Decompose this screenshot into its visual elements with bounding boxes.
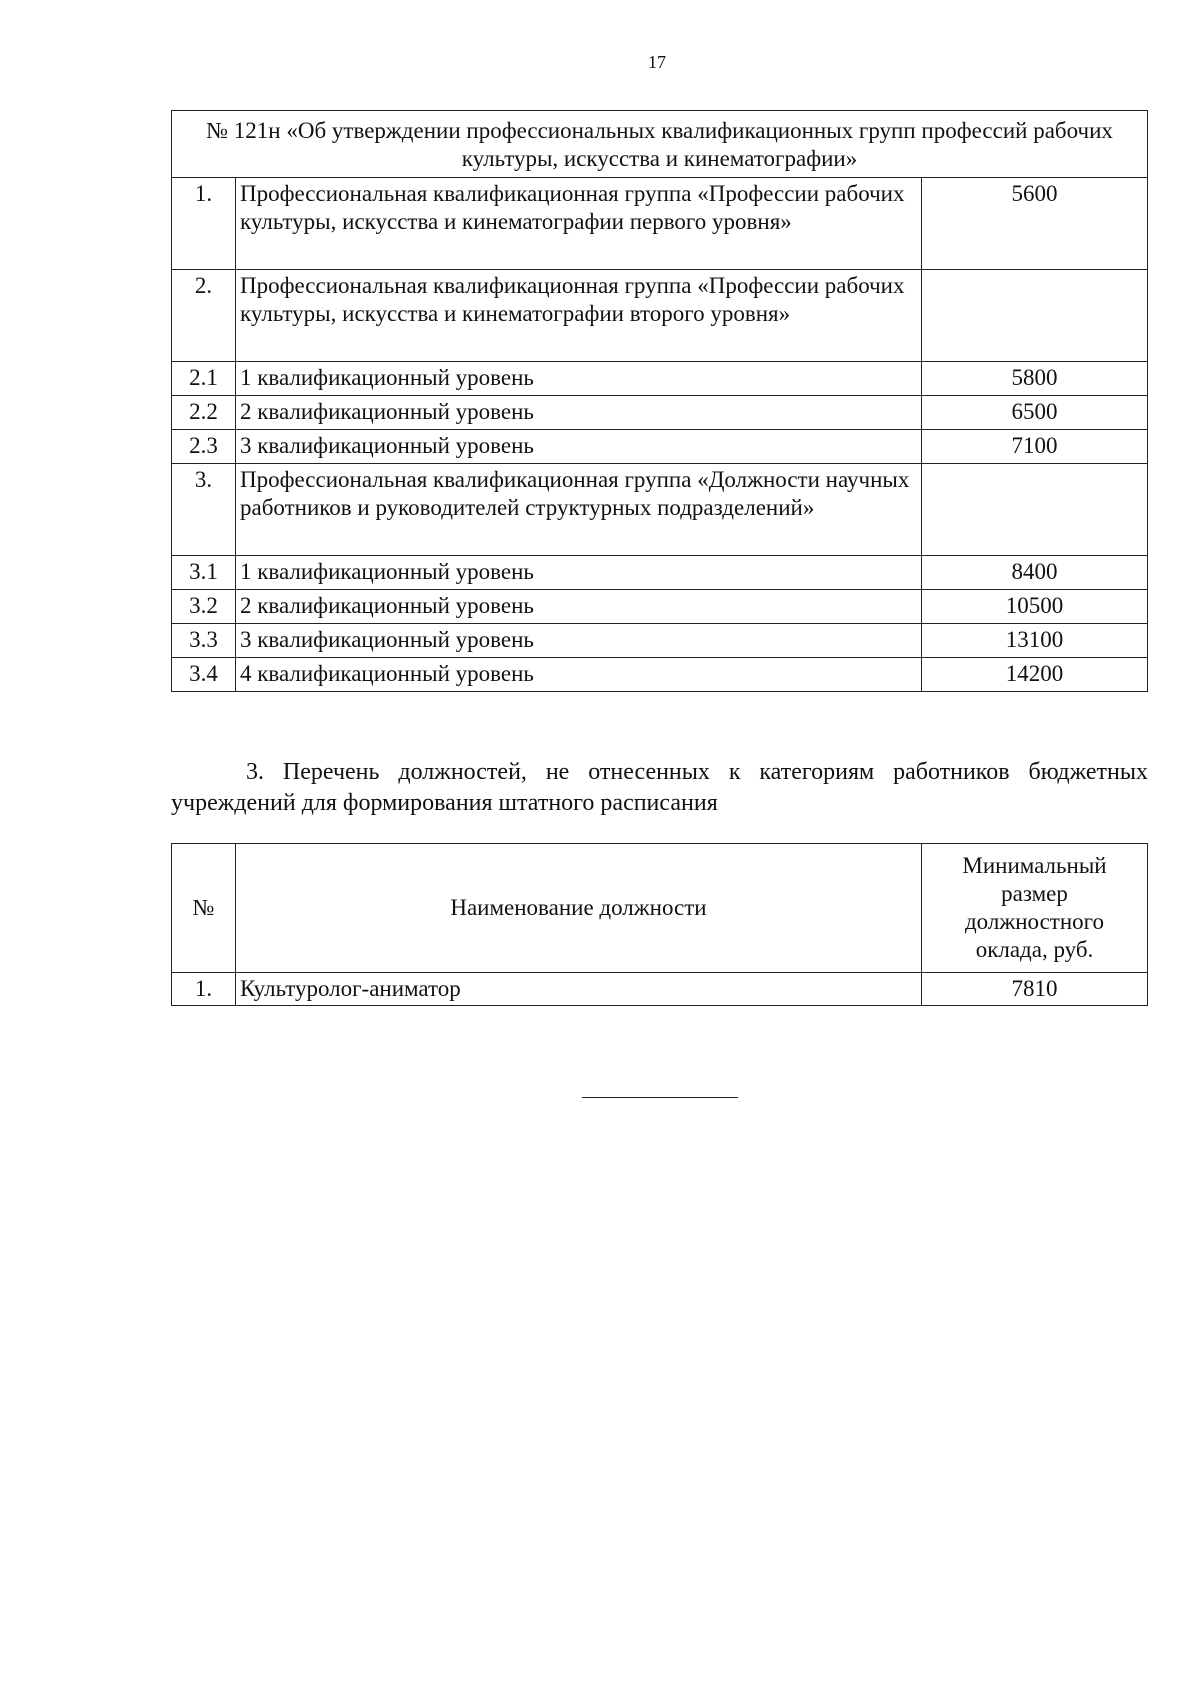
row-number: 3.1 — [172, 556, 236, 590]
table-row — [172, 270, 1148, 362]
row-value: 14200 — [921, 658, 1147, 692]
table-row — [172, 624, 1148, 658]
row-value: 13100 — [921, 624, 1147, 658]
table-row — [172, 362, 1148, 396]
row-number: 1. — [172, 178, 236, 270]
row-value: 7810 — [922, 973, 1148, 1006]
table-row — [172, 973, 1148, 1006]
row-name: 1 квалификационный уровень — [236, 362, 922, 396]
row-value: 10500 — [921, 590, 1147, 624]
row-value: 5800 — [921, 362, 1147, 396]
row-number: 2. — [172, 270, 236, 362]
table-row — [172, 464, 1148, 556]
section-heading: 3. Перечень должностей, не отнесенных к категориям работников бюджетных учреждений для формирования штатного расписания — [171, 759, 1148, 816]
row-number: 3.3 — [172, 624, 236, 658]
row-number: 3.2 — [172, 590, 236, 624]
table-caption: № 121н «Об утверждении профессиональных квалификационных групп профессий рабочих культуры, искусства и кинематографии» — [172, 111, 1148, 178]
table-row — [172, 178, 1148, 270]
row-number: 1. — [172, 973, 236, 1006]
table-row — [172, 658, 1148, 692]
row-value: 6500 — [921, 396, 1147, 430]
row-value: 5600 — [921, 178, 1147, 270]
table-row — [172, 430, 1148, 464]
row-number: 2.1 — [172, 362, 236, 396]
end-divider — [582, 1097, 738, 1098]
header-number: № — [172, 844, 236, 973]
table-row — [172, 396, 1148, 430]
row-number: 2.2 — [172, 396, 236, 430]
row-value: 7100 — [921, 430, 1147, 464]
header-min-salary: Минимальный размер должностного оклада, руб. — [922, 844, 1148, 973]
row-value — [921, 270, 1147, 362]
row-number: 3.4 — [172, 658, 236, 692]
row-name: Культуролог-аниматор — [236, 973, 922, 1006]
qualification-groups-table — [171, 110, 1148, 692]
row-number: 3. — [172, 464, 236, 556]
positions-table — [171, 843, 1148, 1006]
row-name: 2 квалификационный уровень — [236, 590, 922, 624]
table-row — [172, 556, 1148, 590]
row-number: 2.3 — [172, 430, 236, 464]
row-name: 3 квалификационный уровень — [236, 430, 922, 464]
row-name: 3 квалификационный уровень — [236, 624, 922, 658]
row-name: Профессиональная квалификационная группа «Профессии рабочих культуры, искусства и кинематографии первого уровня» — [236, 178, 922, 270]
page-number: 17 — [648, 52, 666, 72]
header-position-name: Наименование должности — [236, 844, 922, 973]
row-value: 8400 — [921, 556, 1147, 590]
row-value — [921, 464, 1147, 556]
row-name: Профессиональная квалификационная группа «Профессии рабочих культуры, искусства и кинематографии второго уровня» — [236, 270, 922, 362]
row-name: Профессиональная квалификационная группа «Должности научных работников и руководителей структурных подразделений» — [236, 464, 922, 556]
row-name: 4 квалификационный уровень — [236, 658, 922, 692]
table-caption-row — [172, 111, 1148, 178]
row-name: 1 квалификационный уровень — [236, 556, 922, 590]
table-row — [172, 590, 1148, 624]
row-name: 2 квалификационный уровень — [236, 396, 922, 430]
table-header-row — [172, 844, 1148, 973]
